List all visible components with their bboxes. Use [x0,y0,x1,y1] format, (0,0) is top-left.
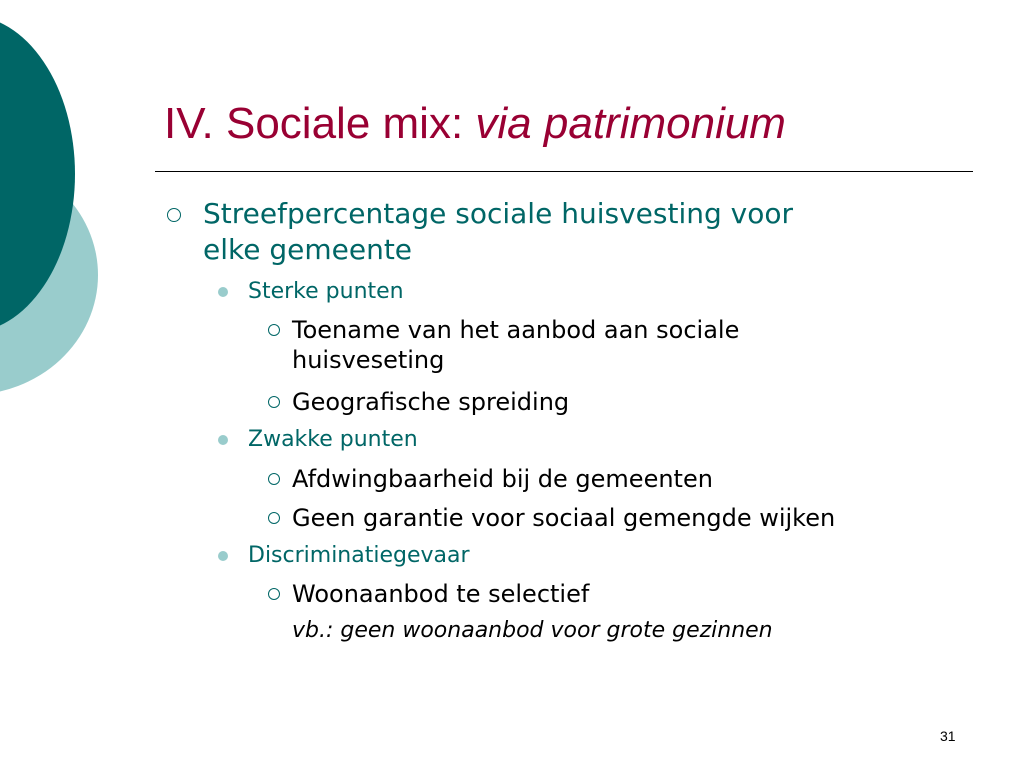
bullet-line: Toename van het aanbod aan sociale [292,316,740,344]
bullet-line: Afdwingbaarheid bij de gemeenten [292,465,713,493]
ring-bullet-icon [268,396,280,408]
bullet-line: elke gemeente [203,233,413,266]
bullet-line: Streefpercentage sociale huisvesting voor [203,197,793,230]
slide-title-main: IV. Sociale mix: [164,99,476,148]
dot-bullet-icon [218,435,228,445]
subheading-discrimination: Discriminatiegevaar [248,543,470,568]
example-note: vb.: geen woonaanbod voor grote gezinnen [292,618,773,643]
ring-bullet-icon [268,588,280,600]
slide-title-emphasis: via patrimonium [475,99,786,148]
bullet-line: Geen garantie voor sociaal gemengde wijken [292,504,836,532]
dot-bullet-icon [218,551,228,561]
bullet-line: Geografische spreiding [292,388,570,416]
ring-bullet-icon [268,324,280,336]
bullet-line: huisveseting [292,346,445,374]
subheading-weak-points: Zwakke punten [248,427,418,452]
ring-bullet-icon [268,473,280,485]
ring-bullet-icon [167,208,181,222]
subheading-strong-points: Sterke punten [248,279,404,304]
dot-bullet-icon [218,287,228,297]
ring-bullet-icon [268,512,280,524]
bullet-line: Woonaanbod te selectief [292,580,590,608]
slide-number: 31 [940,728,956,744]
